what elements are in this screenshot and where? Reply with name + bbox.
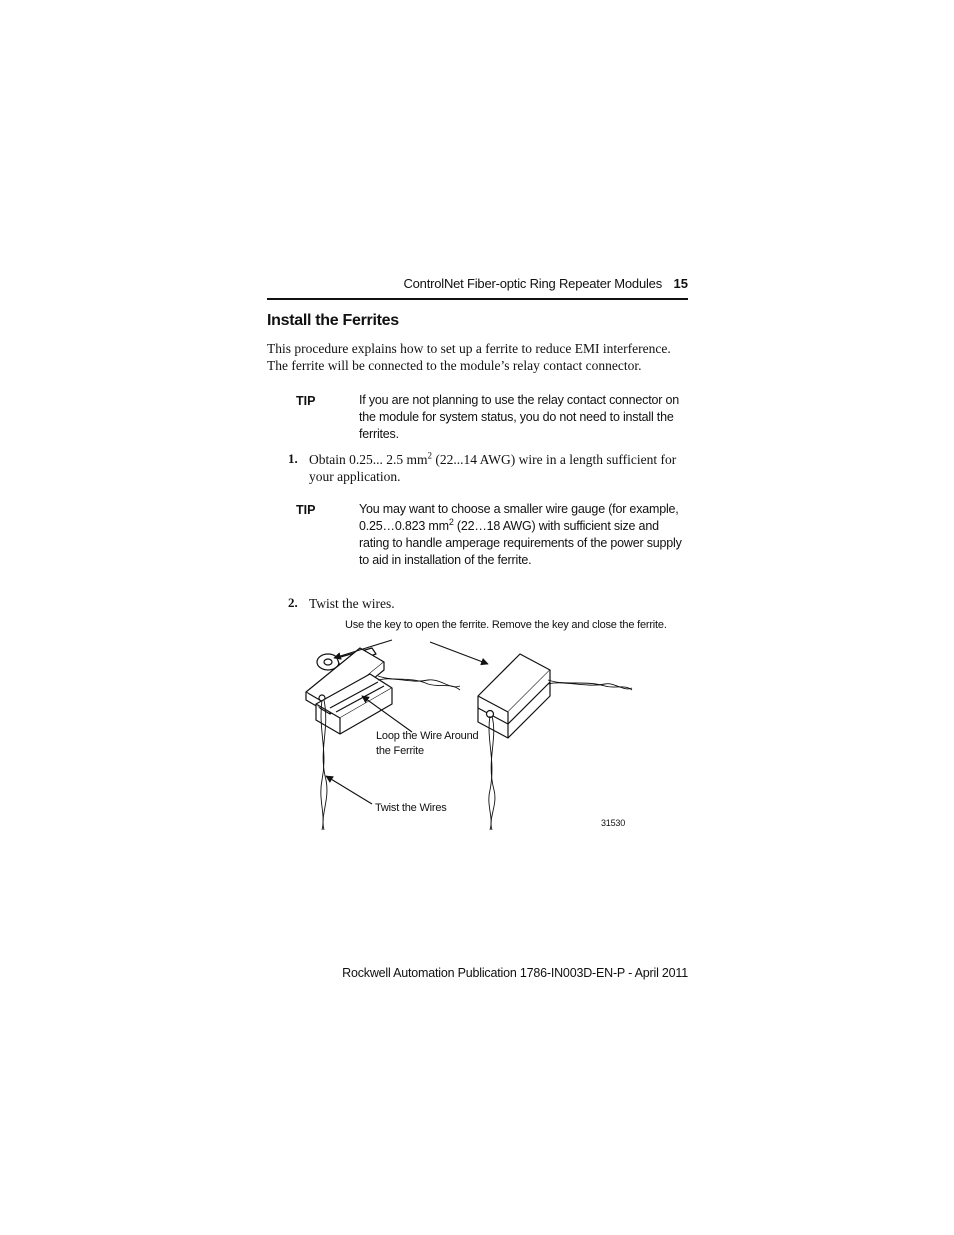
- tip-label: TIP: [296, 394, 316, 408]
- step-number: 1.: [288, 451, 298, 466]
- superscript: 2: [427, 450, 432, 461]
- tip-text: If you are not planning to use the relay contact connector on the module for system status, you do not need to install the ferrites.: [359, 393, 679, 441]
- figure-number: 31530: [601, 818, 626, 828]
- intro-paragraph: This procedure explains how to set up a ferrite to reduce EMI interference. The ferrite will be connected to the module’s relay contact connector.: [267, 341, 671, 373]
- label-loop-the-wire: Loop the Wire Around the Ferrite: [376, 730, 479, 757]
- tip-text-part: You may want to choose a smaller wire gauge (for example, 0.25…0.823 mm: [359, 502, 679, 533]
- page-header: [267, 276, 688, 298]
- header-rule: [267, 298, 688, 300]
- open-ferrite-drawing: [306, 648, 392, 734]
- tip-text-part: (22…18 AWG) with sufficient size and rating to handle amperage requirements of the power supply to aid in installation of the ferrite.: [359, 519, 682, 567]
- step-text: Twist the wires.: [309, 596, 395, 611]
- superscript: 2: [448, 516, 454, 527]
- step-text: [309, 451, 689, 485]
- page-number: 15: [673, 276, 688, 291]
- figure-caption: Use the key to open the ferrite. Remove the key and close the ferrite.: [345, 619, 667, 631]
- section-heading: Install the Ferrites: [267, 312, 399, 329]
- tip-label: TIP: [296, 503, 316, 517]
- step-text-part: Obtain 0.25... 2.5 mm: [309, 452, 428, 467]
- tip-text: [359, 501, 689, 569]
- step-number: 2.: [288, 595, 298, 610]
- footer-publication: Rockwell Automation Publication 1786-IN003D-EN-P - April 2011: [342, 966, 688, 980]
- running-header-title: ControlNet Fiber-optic Ring Repeater Modules: [403, 276, 662, 291]
- step-text-part: (22...14 AWG) wire in a length sufficient for your application.: [309, 452, 677, 484]
- label-twist-the-wires: Twist the Wires: [375, 802, 447, 814]
